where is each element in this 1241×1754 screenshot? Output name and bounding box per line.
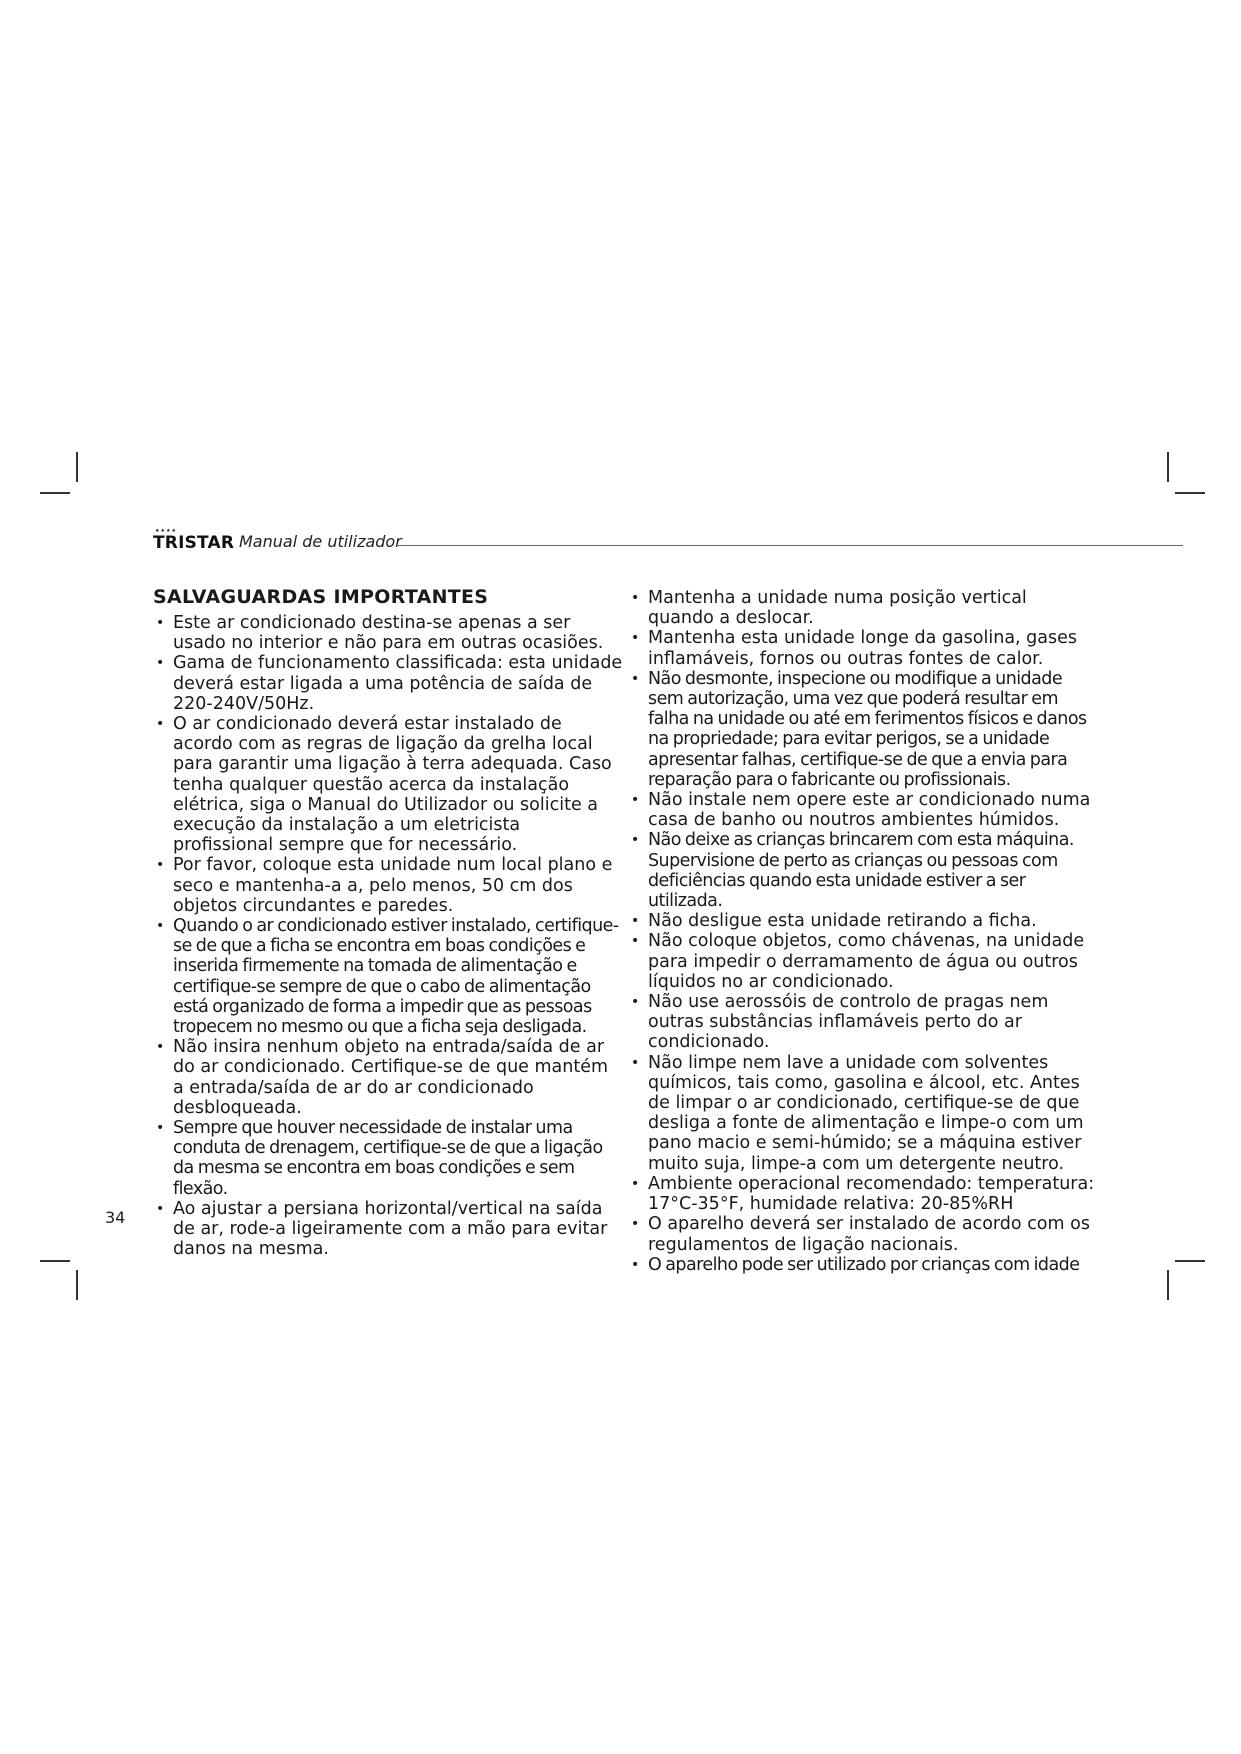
list-item: • Não use aerossóis de controlo de pragas nem outras substâncias inflamáveis perto do ar condicionado.	[631, 992, 1049, 1053]
list-item: • Não desmonte, inspecione ou modifique a unidade sem autorização, uma vez que poderá resultar em falha na unidade ou até em ferimentos físicos e danos na propriedade; para evitar perigos, se a unidade apresentar falhas, certifique-se de que a envia para reparação para o fabricante ou profissionais.	[631, 668, 1087, 790]
crop-mark	[76, 452, 78, 482]
manual-title: Manual de utilizador	[239, 532, 402, 551]
safeguards-list-right	[628, 588, 1098, 1275]
list-item: • Por favor, coloque esta unidade num local plano e seco e mantenha-a a, pelo menos, 50 cm dos objetos circundantes e paredes.	[156, 855, 613, 916]
brand-logo	[153, 528, 235, 553]
list-item: • Quando o ar condicionado estiver instalado, certifique-se de que a ficha se encontra em boas condições e inserida firmemente na tomada de alimentação e certifique-se sempre de que o cabo de alimentação está organizado de forma a impedir que as pessoas tropecem no mesmo ou que a ficha seja desligada.	[156, 916, 619, 1038]
list-item: • O aparelho pode ser utilizado por crianças com idade	[631, 1254, 1080, 1275]
logo-wordmark: TRISTAR	[153, 533, 235, 553]
crop-mark	[1175, 492, 1205, 494]
list-item: • Não deixe as crianças brincarem com esta máquina. Supervisione de perto as crianças ou pessoas com deficiências quando esta unidade estiver a ser utilizada.	[631, 830, 1074, 912]
list-item: • Este ar condicionado destina-se apenas a ser usado no interior e não para em outras ocasiões.	[156, 613, 604, 654]
list-item: • Não desligue esta unidade retirando a ficha.	[631, 911, 1037, 932]
right-column	[628, 588, 1098, 1275]
list-item: • Mantenha a unidade numa posição vertical quando a deslocar.	[631, 588, 1027, 629]
list-item: • Ambiente operacional recomendado: temperatura: 17°C-35°F, humidade relativa: 20-85%RH	[631, 1173, 1095, 1215]
list-item: • Mantenha esta unidade longe da gasolina, gases inflamáveis, fornos ou outras fontes de calor.	[631, 628, 1078, 669]
list-item: • Ao ajustar a persiana horizontal/vertical na saída de ar, rode-a ligeiramente com a mão para evitar danos na mesma.	[156, 1198, 608, 1260]
list-item: • Não instale nem opere este ar condicionado numa casa de banho ou noutros ambientes húmidos.	[631, 790, 1091, 831]
list-item: • Não insira nenhum objeto na entrada/saída de ar do ar condicionado. Certifique-se de que mantém a entrada/saída de ar do ar condicionado desbloqueada.	[156, 1037, 609, 1118]
crop-mark	[76, 1270, 78, 1300]
safeguards-list-left	[153, 613, 623, 1260]
left-column	[153, 586, 623, 1260]
section-title: SALVAGUARDAS IMPORTANTES	[153, 586, 489, 608]
crop-mark	[1175, 1260, 1205, 1262]
list-item: • Não limpe nem lave a unidade com solventes químicos, tais como, gasolina e álcool, etc. Antes de limpar o ar condicionado, certifique-se de que desliga a fonte de alimentação e limpe-o com um pano macio e semi-húmido; se a máquina estiver muito suja, limpe-a com um detergente neutro.	[631, 1052, 1084, 1174]
page-header	[153, 528, 1183, 552]
crop-mark	[40, 1260, 70, 1262]
header-rule	[398, 545, 1183, 546]
crop-mark	[1167, 452, 1169, 482]
crop-mark	[40, 492, 70, 494]
list-item: • O ar condicionado deverá estar instalado de acordo com as regras de ligação da grelha local para garantir uma ligação à terra adequada. Caso tenha qualquer questão acerca da instalação elétrica, siga o Manual do Utilizador ou solicite a execução da instalação a um eletricista profissional sempre que for necessário.	[156, 714, 612, 856]
list-item: • Sempre que houver necessidade de instalar uma conduta de drenagem, certifique-se de que a ligação da mesma se encontra em boas condições e sem flexão.	[156, 1118, 603, 1199]
list-item: • O aparelho deverá ser instalado de acordo com os regulamentos de ligação nacionais.	[631, 1214, 1090, 1255]
list-item: • Gama de funcionamento classificada: esta unidade deverá estar ligada a uma potência de saída de 220-240V/50Hz.	[156, 653, 623, 714]
crop-mark	[1167, 1270, 1169, 1300]
logo-stars: ★★★★	[155, 528, 177, 534]
list-item: • Não coloque objetos, como chávenas, na unidade para impedir o derramamento de água ou outros líquidos no ar condicionado.	[631, 931, 1085, 992]
page-number: 34	[105, 1208, 126, 1227]
